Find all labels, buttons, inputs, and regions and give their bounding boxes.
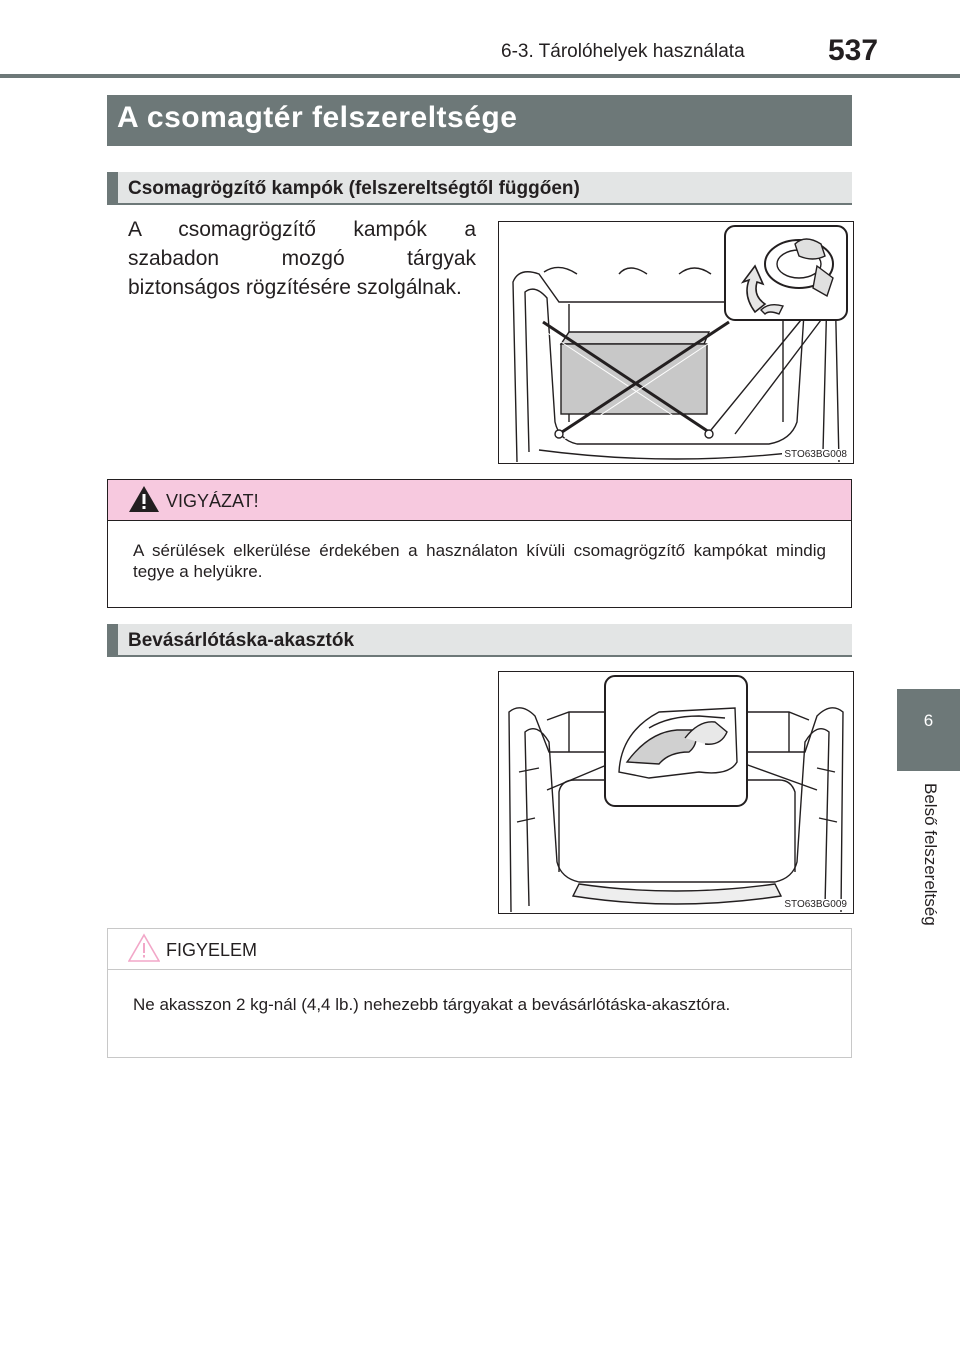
- page-title-bar: [107, 95, 852, 146]
- running-header-section: 6-3. Tárolóhelyek használata: [501, 41, 745, 62]
- cargo-hooks-description: A csomagrögzítő kampók a szabadon mozgó tárgyak biztonságos rögzítésére szolgálnak.: [128, 218, 476, 299]
- chapter-number: 6: [923, 711, 934, 730]
- notice-title: FIGYELEM: [166, 940, 258, 960]
- page-number: 537: [828, 34, 879, 67]
- cargo-hooks-drawing: [499, 222, 853, 463]
- chapter-tab: [897, 689, 960, 771]
- section-heading-cargo-hooks: [107, 172, 852, 205]
- cargo-hooks-illustration: [498, 221, 854, 464]
- warning-title: VIGYÁZAT!: [166, 491, 259, 511]
- figure-id: STO63BG008: [784, 449, 847, 460]
- notice-text: Ne akasszon 2 kg-nál (4,4 lb.) nehezebb tárgyakat a bevásárlótáska-akasztóra.: [133, 995, 731, 1014]
- bag-hooks-drawing: [499, 672, 853, 913]
- warning-text: A sérülések elkerülése érdekében a használaton kívüli csomagrögzítő kampókat mindig tegye a helyükre.: [133, 541, 826, 581]
- bag-hooks-illustration: [498, 671, 854, 914]
- warning-triangle-icon: [128, 484, 160, 514]
- section-heading-text: Csomagrögzítő kampók (felszereltségtől függően): [128, 178, 580, 199]
- notice-header: [108, 929, 851, 970]
- warning-box: [107, 479, 852, 608]
- section-heading-text: Bevásárlótáska-akasztók: [128, 630, 355, 651]
- caution-triangle-icon: [128, 933, 160, 963]
- notice-box: [107, 928, 852, 1058]
- warning-header: [108, 480, 851, 521]
- figure-id: STO63BG009: [784, 899, 847, 910]
- header-rule: [0, 74, 960, 78]
- page-title: A csomagtér felszereltsége: [117, 101, 518, 134]
- section-heading-bag-hooks: [107, 624, 852, 657]
- chapter-label: Belső felszereltség: [921, 783, 940, 926]
